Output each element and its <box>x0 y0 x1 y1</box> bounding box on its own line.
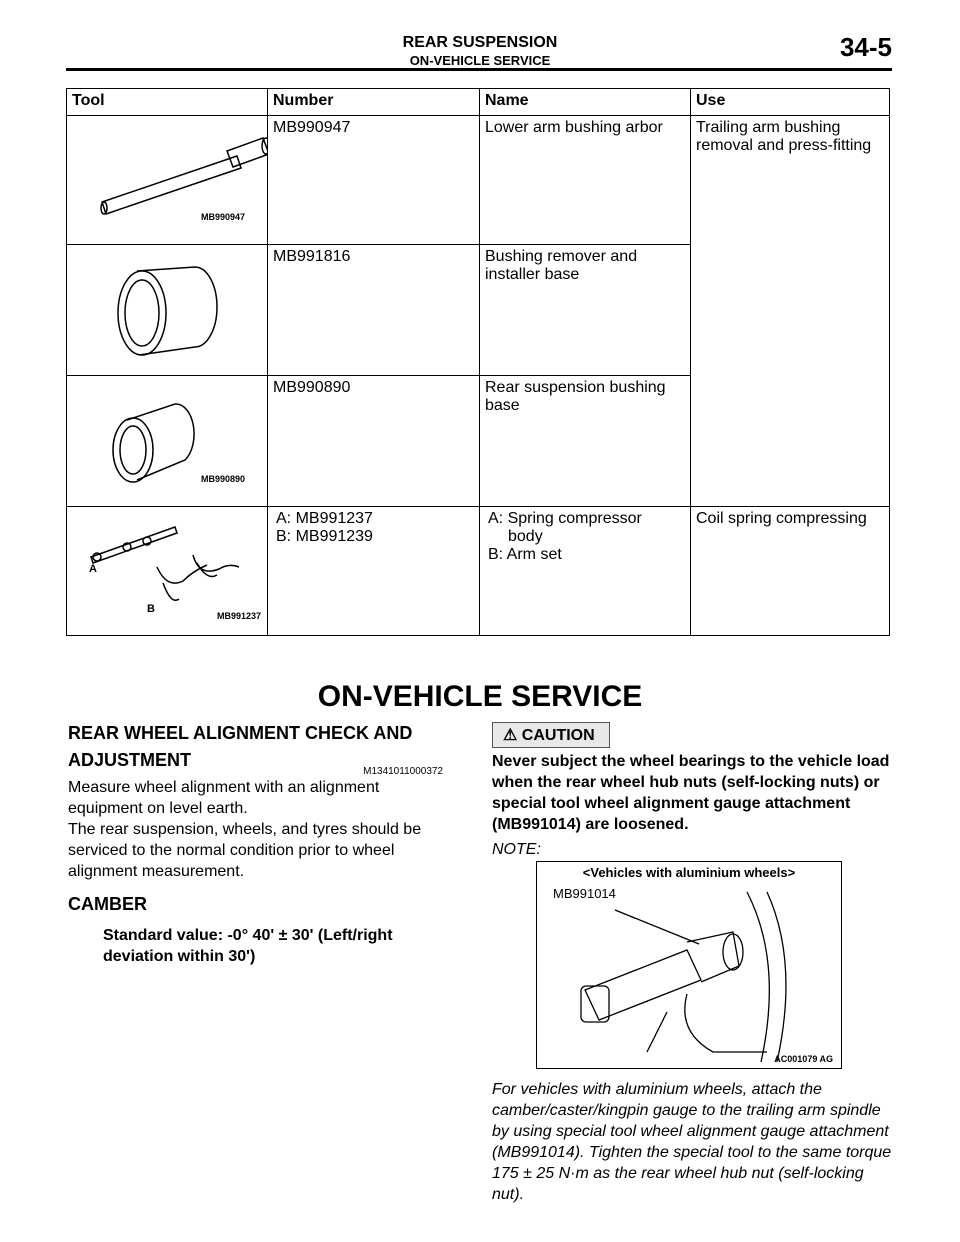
camber-heading: CAMBER <box>68 894 147 914</box>
tool-image-cell <box>67 507 268 636</box>
header-rule <box>66 68 892 71</box>
tool-caption: MB990947 <box>200 212 245 222</box>
col-header-tool: Tool <box>67 89 268 116</box>
tool-name-line: installer base <box>485 266 580 283</box>
col-header-name: Name <box>480 89 691 116</box>
caution-label: CAUTION <box>521 727 595 744</box>
figure-code: AC001079 AG <box>774 1054 833 1064</box>
table-row <box>67 507 890 636</box>
gauge-figure <box>536 861 842 1069</box>
right-column <box>492 722 892 1205</box>
section-code: M1341011000372 <box>363 766 443 777</box>
tool-name-line: body <box>508 528 543 545</box>
paragraph: The rear suspension, wheels, and tyres should be serviced to the normal condition prior to wheel alignment measurement. <box>68 821 422 880</box>
tool-name: Lower arm bushing arbor <box>480 116 691 245</box>
tool-name-line: base <box>485 397 520 414</box>
left-column <box>68 720 443 967</box>
tool-number: MB990947 <box>268 116 480 245</box>
tool-caption: MB991237 <box>216 611 261 621</box>
tool-number: MB991816 <box>268 245 480 376</box>
tool-use: Trailing arm bushing removal and press-fitting <box>691 116 890 507</box>
tool-name-line: Rear suspension bushing <box>485 379 666 396</box>
installer-base-icon <box>67 245 267 375</box>
tool-use: Coil spring compressing <box>691 507 890 636</box>
arbor-tool-icon <box>67 116 267 244</box>
tool-name <box>480 376 691 507</box>
figure-title: <Vehicles with aluminium wheels> <box>582 865 796 880</box>
figure-label: MB991014 <box>553 886 616 901</box>
caution-badge <box>492 722 610 748</box>
tool-image-cell <box>67 245 268 376</box>
tool-caption: MB990890 <box>200 474 245 484</box>
tool-image-cell <box>67 116 268 245</box>
section-title: ON-VEHICLE SERVICE <box>317 680 643 713</box>
col-header-number: Number <box>268 89 480 116</box>
tool-name <box>480 507 691 636</box>
tool-number <box>268 507 480 636</box>
tool-number: MB990890 <box>268 376 480 507</box>
table-header-row <box>67 89 890 116</box>
standard-value: Standard value: -0° 40' ± 30' (Left/right deviation within 30') <box>103 927 393 965</box>
label-b: B <box>147 603 155 615</box>
heading-line: REAR WHEEL ALIGNMENT CHECK AND <box>68 723 413 743</box>
note-text: For vehicles with aluminium wheels, attach the camber/caster/kingpin gauge to the trailing arm spindle by using special tool wheel alignment gauge attachment (MB991014). Tighten the special tool to the same torque 175 ± 25 N·m as the rear wheel hub nut (self-locking nut). <box>492 1081 892 1203</box>
tool-name-line: A: Spring compressor <box>488 510 642 527</box>
warning-icon: ⚠ <box>503 727 518 744</box>
header-title: REAR SUSPENSION <box>402 34 558 51</box>
note-label: NOTE: <box>492 841 541 858</box>
tool-name-line: B: Arm set <box>488 546 562 563</box>
header-subtitle: ON-VEHICLE SERVICE <box>409 53 551 68</box>
tool-name-line: Bushing remover and <box>485 248 638 265</box>
col-header-use: Use <box>691 89 890 116</box>
table-row <box>67 116 890 245</box>
caution-text: Never subject the wheel bearings to the vehicle load when the rear wheel hub nuts (self-locking nuts) or special tool wheel alignment gauge attachment (MB991014) are loosened. <box>492 753 890 833</box>
heading-line: ADJUSTMENT <box>68 750 192 770</box>
page-number: 34-5 <box>839 32 892 62</box>
tool-number-line: A: MB991237 <box>276 510 373 527</box>
special-tools-table <box>66 88 890 636</box>
label-a: A <box>89 563 97 575</box>
paragraph: Measure wheel alignment with an alignment equipment on level earth. <box>68 779 380 817</box>
tool-name <box>480 245 691 376</box>
tool-number-line: B: MB991239 <box>276 528 373 545</box>
tool-image-cell <box>67 376 268 507</box>
bushing-base-icon <box>67 376 267 506</box>
